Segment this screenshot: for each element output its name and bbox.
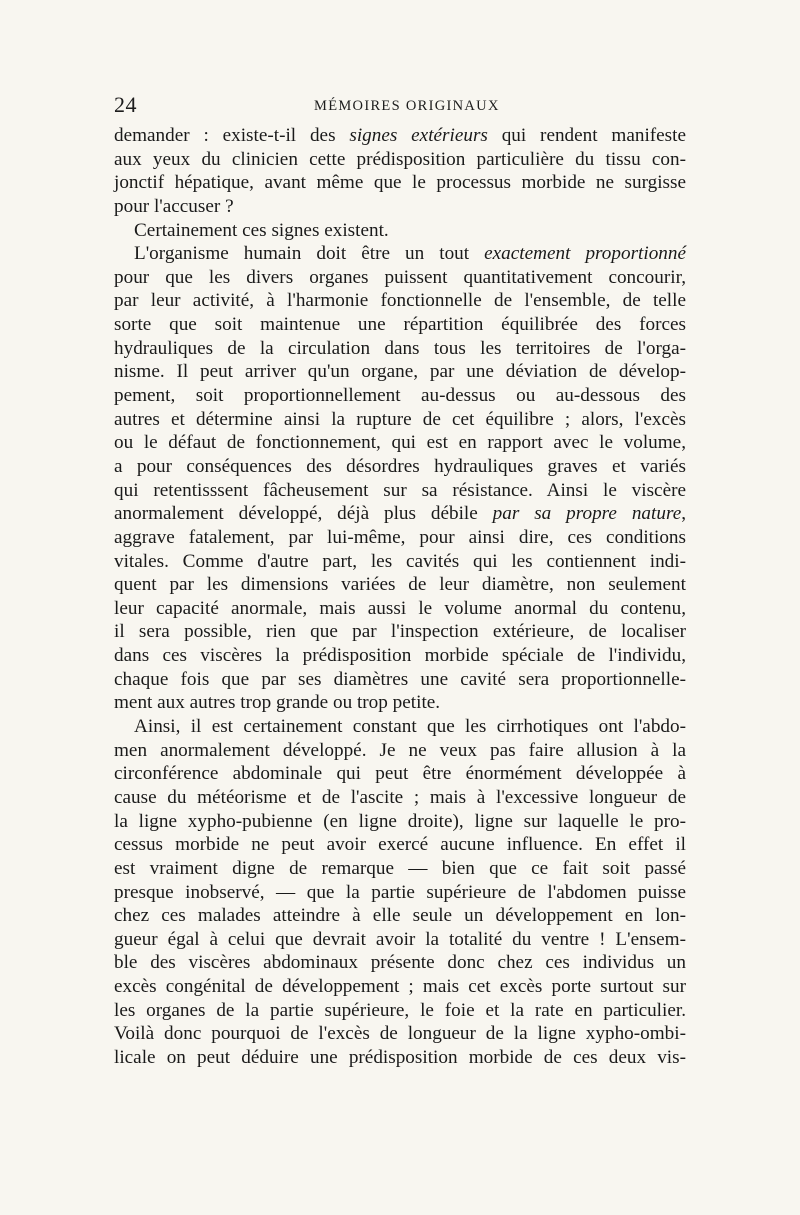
text-segment: chaque fois que par ses diamètres une cavité sera proportionnelle- — [114, 668, 686, 690]
text-segment: gueur égal à celui que devrait avoir la totalité du ventre ! L'ensem- — [114, 928, 686, 950]
text-line — [114, 124, 686, 148]
text-line — [114, 715, 686, 739]
text-segment: pour l'accuser ? — [114, 195, 234, 217]
text-segment: vitales. Comme d'autre part, les cavités qui les contiennent indi- — [114, 550, 686, 572]
text-line — [114, 148, 686, 172]
text-line — [114, 550, 686, 574]
text-line — [114, 762, 686, 786]
text-segment: leur capacité anormale, mais aussi le volume anormal du contenu, — [114, 597, 686, 619]
italic-segment: signes extérieurs — [349, 125, 488, 146]
text-segment: pour que les divers organes puissent quantitativement concourir, — [114, 266, 686, 288]
text-segment: sorte que soit maintenue une répartition équilibrée des forces — [114, 314, 686, 336]
text-line — [114, 408, 686, 432]
text-segment: , — [681, 503, 687, 525]
running-head: MÉMOIRES ORIGINAUX — [314, 98, 500, 114]
text-segment: nisme. Il peut arriver qu'un organe, par une déviation de dévelop- — [114, 361, 686, 383]
text-line — [114, 691, 686, 715]
text-segment: Certainement ces signes existent. — [134, 219, 389, 241]
text-line — [114, 337, 686, 361]
text-line — [114, 266, 686, 290]
text-segment: chez ces malades atteindre à elle seule un développement en lon- — [114, 905, 686, 927]
text-line — [114, 951, 686, 975]
text-segment: les organes de la partie supérieure, le foie et la rate en particulier. — [114, 999, 686, 1021]
text-segment: qui retentisssent fâcheusement sur sa résistance. Ainsi le viscère — [114, 479, 686, 501]
text-line — [114, 810, 686, 834]
text-segment: demander : existe-t-il des — [114, 125, 350, 146]
text-segment: cessus morbide ne peut avoir exercé aucune influence. En effet il — [114, 834, 686, 856]
text-line — [114, 833, 686, 857]
text-segment: licale on peut déduire une prédisposition morbide de ces deux vis- — [114, 1046, 686, 1068]
text-line — [114, 171, 686, 195]
text-line — [114, 289, 686, 313]
text-line — [114, 999, 686, 1023]
text-segment: ment aux autres trop grande ou trop petite. — [114, 692, 441, 714]
text-segment: jonctif hépatique, avant même que le processus morbide ne surgisse — [114, 172, 686, 194]
text-segment: il sera possible, rien que par l'inspection extérieure, de localiser — [114, 621, 686, 643]
text-line — [114, 975, 686, 999]
text-segment: est vraiment digne de remarque — bien que ce fait soit passé — [114, 857, 686, 879]
text-line — [114, 786, 686, 810]
text-line — [114, 857, 686, 881]
text-line — [114, 455, 686, 479]
text-segment: la ligne xypho-pubienne (en ligne droite), ligne sur laquelle le pro- — [114, 810, 686, 832]
text-segment: men anormalement développé. Je ne veux pas faire allusion à la — [114, 739, 686, 761]
text-segment: dans ces viscères la prédisposition morbide spéciale de l'individu, — [114, 645, 686, 667]
text-line — [114, 928, 686, 952]
text-line — [114, 242, 686, 266]
text-segment: qui rendent manifeste — [487, 125, 686, 146]
text-segment: autres et détermine ainsi la rupture de cet équilibre ; alors, l'excès — [114, 408, 686, 430]
text-line — [114, 313, 686, 337]
text-segment: L'organisme humain doit être un tout — [134, 243, 485, 265]
text-line — [114, 620, 686, 644]
text-segment: ou le défaut de fonctionnement, qui est en rapport avec le volume, — [114, 432, 686, 454]
text-segment: presque inobservé, — que la partie supérieure de l'abdomen puisse — [114, 881, 686, 903]
text-line — [114, 904, 686, 928]
text-segment: Voilà donc pourquoi de l'excès de longueur de la ligne xypho-ombi- — [114, 1023, 686, 1045]
text-segment: aux yeux du clinicien cette prédisposition particulière du tissu con- — [114, 148, 686, 170]
text-line — [114, 526, 686, 550]
text-line — [114, 881, 686, 905]
text-line — [114, 431, 686, 455]
text-line — [114, 384, 686, 408]
text-line — [114, 644, 686, 668]
text-line — [114, 479, 686, 503]
italic-segment: exactement proportionné — [484, 243, 686, 265]
text-segment: circonférence abdominale qui peut être énormément développée à — [114, 763, 686, 785]
text-segment: cause du météorisme et de l'ascite ; mais à l'excessive longueur de — [114, 786, 686, 808]
text-line — [114, 1046, 686, 1070]
italic-segment: par sa propre nature — [492, 503, 682, 525]
text-segment: Ainsi, il est certainement constant que les cirrhotiques ont l'abdo- — [134, 716, 686, 738]
page-number: 24 — [114, 92, 137, 117]
text-segment: quent par les dimensions variées de leur diamètre, non seulement — [114, 574, 686, 596]
text-segment: hydrauliques de la circulation dans tous les territoires de l'orga- — [114, 337, 686, 359]
text-line — [114, 502, 686, 526]
text-segment: excès congénital de développement ; mais cet excès porte surtout sur — [114, 976, 686, 998]
text-line — [114, 195, 686, 219]
text-line — [114, 219, 686, 243]
page-header — [114, 92, 686, 122]
text-line — [114, 1022, 686, 1046]
body-text — [114, 124, 686, 1070]
text-segment: pement, soit proportionnellement au-dessus ou au-dessous des — [114, 385, 686, 407]
text-segment: a pour conséquences des désordres hydrauliques graves et variés — [114, 455, 686, 477]
text-line — [114, 573, 686, 597]
text-segment: anormalement développé, déjà plus débile — [114, 503, 493, 525]
text-segment: ble des viscères abdominaux présente donc chez ces individus un — [114, 952, 686, 974]
text-line — [114, 668, 686, 692]
text-segment: par leur activité, à l'harmonie fonctionnelle de l'ensemble, de telle — [114, 290, 686, 312]
text-segment: aggrave fatalement, par lui-même, pour ainsi dire, ces conditions — [114, 526, 686, 548]
text-line — [114, 360, 686, 384]
text-line — [114, 739, 686, 763]
text-line — [114, 597, 686, 621]
